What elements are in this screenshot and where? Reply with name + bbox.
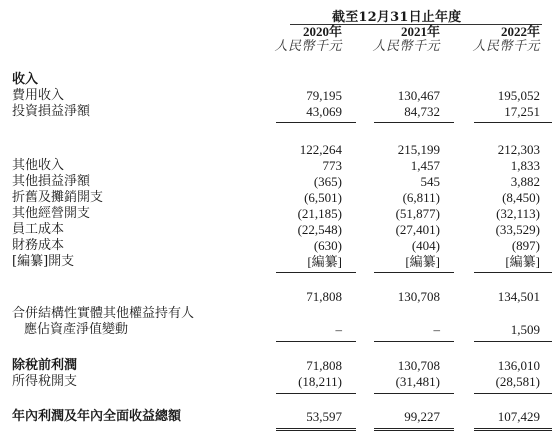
subtotal-rule: [276, 272, 356, 273]
value-2020: (630): [313, 238, 342, 253]
row-total-comprehensive: [0, 409, 552, 425]
row-profit-before-tax: [0, 358, 552, 374]
value-2020: 71,808: [306, 358, 342, 373]
period-heading: 截至12月31日止年度: [332, 10, 462, 25]
row-label: 財務成本: [12, 238, 65, 253]
value-2021: 130,708: [397, 358, 440, 373]
total-double-rule: [474, 428, 552, 431]
row-label: 所得稅開支: [12, 374, 78, 389]
subtotal-rule: [374, 393, 454, 394]
row-redacted-expense: [0, 254, 552, 270]
value-2021: (51,877): [395, 206, 440, 221]
column-year: 2020年: [302, 24, 342, 39]
row-label: 費用收入: [12, 88, 65, 103]
value-2022: 107,429: [497, 409, 540, 424]
value-2021: 1,457: [410, 158, 440, 173]
subtotal-rule: [276, 393, 356, 394]
subtotal-rule: [374, 122, 454, 123]
column-currency: 人民幣千元: [472, 39, 540, 54]
value-2022: (8,450): [502, 190, 540, 205]
subtotal-rule: [276, 122, 356, 123]
total-double-rule: [374, 428, 454, 431]
row-label: 其他經營開支: [12, 206, 91, 221]
value-2021: 545: [420, 174, 440, 189]
column-year: 2022年: [500, 24, 540, 39]
value-2022: (897): [511, 238, 540, 253]
value-2020: 773: [322, 158, 342, 173]
value-2022: 134,501: [497, 289, 540, 304]
value-2021: (6,811): [402, 190, 440, 205]
value-2020: [編纂]: [307, 254, 342, 269]
row-label: 折舊及攤銷開支: [12, 190, 104, 205]
subtotal-rule: [276, 341, 356, 342]
value-2022: (28,581): [495, 374, 540, 389]
value-2020: –: [335, 322, 342, 337]
subtotal-rule: [374, 272, 454, 273]
row-subtotal: [0, 289, 552, 305]
value-2021: 130,467: [397, 88, 440, 103]
row-label: 其他損益淨額: [12, 174, 91, 189]
subtotal-rule: [474, 341, 552, 342]
value-2021: [編纂]: [405, 254, 440, 269]
row-label: 年內利潤及年內全面收益總額: [12, 409, 182, 424]
value-2022: 1,509: [510, 322, 540, 337]
row-staff-cost: [0, 222, 552, 238]
value-2022: 3,882: [510, 174, 540, 189]
row-other-income: [0, 158, 552, 174]
value-2022: 212,303: [497, 142, 540, 157]
total-double-rule: [276, 428, 356, 431]
row-revenue-heading: [0, 72, 552, 88]
value-2021: (31,481): [395, 374, 440, 389]
value-2020: 53,597: [306, 409, 342, 424]
value-2022: 195,052: [497, 88, 540, 103]
value-2021: 84,732: [404, 104, 440, 119]
row-label: 合併結構性實體其他權益持有人: [12, 306, 195, 321]
row-revenue-total: [0, 142, 552, 158]
value-2020: 79,195: [306, 88, 342, 103]
value-2022: 17,251: [504, 104, 540, 119]
value-2020: (18,211): [298, 374, 342, 389]
subtotal-rule: [474, 272, 552, 273]
column-currency: 人民幣千元: [274, 39, 342, 54]
value-2020: (21,185): [297, 206, 342, 221]
row-depreciation: [0, 190, 552, 206]
subtotal-rule: [374, 341, 454, 342]
value-2022: 136,010: [497, 358, 540, 373]
value-2020: (6,501): [304, 190, 342, 205]
row-other-opex: [0, 206, 552, 222]
value-2022: (32,113): [496, 206, 540, 221]
subtotal-rule: [474, 393, 552, 394]
column-header-2021: [360, 24, 440, 55]
value-2022: 1,833: [510, 158, 540, 173]
column-year: 2021年: [400, 24, 440, 39]
value-2021: 130,708: [397, 289, 440, 304]
row-label: 員工成本: [12, 222, 65, 237]
row-consolidated-change-line1: [0, 306, 552, 322]
row-income-tax: [0, 374, 552, 390]
row-label: 除稅前利潤: [12, 358, 78, 373]
row-other-gains: [0, 174, 552, 190]
column-header-2020: [262, 24, 342, 55]
row-label: 應佔資產淨值變動: [24, 322, 129, 337]
value-2021: –: [433, 322, 440, 337]
row-investment-gain: [0, 104, 552, 120]
value-2020: (22,548): [297, 222, 342, 237]
column-header-2022: [460, 24, 540, 55]
row-label: 收入: [12, 72, 39, 87]
row-label: 其他收入: [12, 158, 65, 173]
value-2021: (27,401): [395, 222, 440, 237]
value-2020: 43,069: [306, 104, 342, 119]
row-finance-cost: [0, 238, 552, 254]
value-2020: 71,808: [306, 289, 342, 304]
row-label: [編纂]開支: [12, 254, 75, 269]
value-2020: (365): [313, 174, 342, 189]
value-2020: 122,264: [299, 142, 342, 157]
row-consolidated-change: [0, 322, 552, 338]
value-2022: [編纂]: [505, 254, 540, 269]
column-currency: 人民幣千元: [372, 39, 440, 54]
row-label: 投資損益淨額: [12, 104, 91, 119]
value-2021: 99,227: [404, 409, 440, 424]
value-2021: (404): [411, 238, 440, 253]
row-fee-income: [0, 88, 552, 104]
value-2021: 215,199: [397, 142, 440, 157]
subtotal-rule: [474, 122, 552, 123]
value-2022: (33,529): [495, 222, 540, 237]
